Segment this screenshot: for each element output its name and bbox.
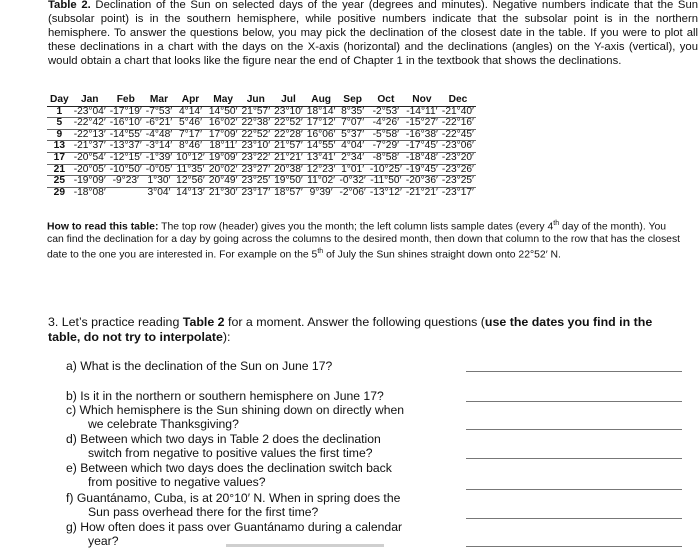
question-f-line2: Sun pass overhead there for the first time? bbox=[88, 505, 319, 519]
table-row bbox=[47, 129, 476, 141]
declination-table bbox=[47, 95, 476, 198]
declination-cell: 18°14′ bbox=[306, 105, 336, 117]
header-month: Nov bbox=[412, 94, 432, 105]
declination-cell: -22°13′ bbox=[73, 128, 106, 140]
declination-cell: -6°21′ bbox=[145, 117, 173, 129]
how-to-read-text-c: of July the Sun shines straight down onto 22°52′ N. bbox=[326, 249, 561, 261]
header-month: Feb bbox=[116, 94, 135, 105]
declination-cell: -16°38′ bbox=[405, 128, 438, 140]
declination-cell: -10°50′ bbox=[109, 163, 142, 175]
declination-cell: 17°12′ bbox=[306, 117, 336, 129]
row-day: 9 bbox=[56, 128, 63, 140]
declination-cell: 5°46′ bbox=[179, 117, 202, 129]
declination-cell: -5°58′ bbox=[372, 128, 400, 140]
declination-cell: 5°37′ bbox=[341, 128, 365, 140]
how-to-read-note bbox=[47, 218, 685, 262]
declination-cell: 21°21′ bbox=[274, 151, 303, 163]
header-month: May bbox=[213, 94, 234, 105]
declination-cell: -19°45′ bbox=[405, 163, 438, 175]
question-g-line1: g) How often does it pass over Guantánamo during a calendar bbox=[66, 520, 403, 534]
declination-cell: -7°53′ bbox=[145, 105, 173, 117]
question-f-line1: f) Guantánamo, Cuba, is at 20°10′ N. When in spring does the bbox=[66, 491, 401, 505]
how-to-read-text-a: The top row (header) gives you the month; the left column lists sample dates (every 4 bbox=[161, 221, 554, 233]
declination-cell: 21°30′ bbox=[208, 186, 238, 198]
table-caption-title: Table 2. bbox=[48, 0, 91, 11]
declination-cell: -17°19′ bbox=[109, 105, 142, 117]
declination-cell: 8°46′ bbox=[179, 140, 202, 152]
declination-cell: -15°27′ bbox=[405, 117, 438, 129]
declination-cell: 23°25′ bbox=[241, 175, 271, 187]
declination-cell: -1°39′ bbox=[145, 151, 173, 163]
declination-cell: -21°40′ bbox=[441, 105, 474, 117]
declination-cell: -9°23′ bbox=[112, 175, 139, 187]
declination-cell: -14°55′ bbox=[109, 128, 142, 140]
question-c-line2: we celebrate Thanksgiving? bbox=[88, 417, 239, 431]
declination-cell: 14°13′ bbox=[176, 186, 205, 198]
declination-cell: 3°04′ bbox=[147, 186, 171, 198]
header-month: Jun bbox=[246, 94, 265, 105]
how-to-read-title: How to read this table: bbox=[47, 221, 159, 233]
answer-line-f[interactable] bbox=[466, 518, 682, 519]
header-month: Oct bbox=[377, 94, 395, 105]
declination-cell: 4°04′ bbox=[341, 140, 365, 152]
declination-cell: -21°21′ bbox=[405, 186, 438, 198]
declination-cell: 11°35′ bbox=[176, 163, 205, 175]
declination-cell: -18°48′ bbox=[405, 151, 438, 163]
declination-cell: 4°14′ bbox=[179, 105, 202, 117]
declination-cell: -18°08′ bbox=[73, 186, 106, 198]
declination-cell: -19°09′ bbox=[73, 175, 106, 187]
table-row bbox=[47, 141, 476, 153]
declination-cell: 20°02′ bbox=[208, 163, 238, 175]
declination-cell: 12°56′ bbox=[176, 175, 205, 187]
header-month: Sep bbox=[343, 94, 362, 105]
declination-cell: 18°11′ bbox=[209, 140, 238, 152]
declination-cell: 2°34′ bbox=[341, 151, 365, 163]
declination-cell: 21°57′ bbox=[274, 140, 303, 152]
declination-cell: -17°45′ bbox=[405, 140, 438, 152]
scroll-indicator bbox=[226, 544, 384, 547]
question-3 bbox=[48, 315, 668, 345]
table-body bbox=[47, 106, 476, 198]
question-a: a) What is the declination of the Sun on June 17? bbox=[66, 359, 333, 373]
table-row bbox=[47, 106, 476, 118]
declination-cell: 11°02′ bbox=[307, 175, 336, 187]
row-day: 1 bbox=[56, 105, 63, 117]
declination-cell: -13°37′ bbox=[109, 140, 142, 152]
question-c-line1: c) Which hemisphere is the Sun shining down on directly when bbox=[66, 403, 405, 417]
header-month: Dec bbox=[448, 94, 468, 105]
declination-cell: -0°32′ bbox=[339, 175, 366, 187]
declination-cell: -22°42′ bbox=[73, 117, 106, 129]
question-b: b) Is it in the northern or southern hemisphere on June 17? bbox=[66, 389, 384, 403]
table-row bbox=[47, 152, 476, 164]
declination-cell: -22°45′ bbox=[441, 128, 474, 140]
declination-cell: -23°17′ bbox=[441, 186, 474, 198]
table-caption bbox=[48, 0, 698, 68]
table-row bbox=[47, 164, 476, 176]
declination-cell: 20°38′ bbox=[274, 163, 303, 175]
declination-cell: -23°04′ bbox=[73, 105, 106, 117]
row-day: 5 bbox=[56, 117, 63, 129]
declination-cell: -4°26′ bbox=[372, 117, 400, 129]
declination-cell: -13°12′ bbox=[369, 186, 402, 198]
row-day: 13 bbox=[53, 140, 66, 152]
answer-line-g[interactable] bbox=[466, 546, 682, 547]
declination-cell: 23°10′ bbox=[241, 140, 271, 152]
declination-cell: -23°25′ bbox=[441, 175, 474, 187]
table-caption-text: Declination of the Sun on selected days of the year (degrees and minutes). Negative numbers indicate that the Sun (subsolar point) is in the southern hemisphere, while positive numbers indicate that the subsolar point is in the northern hemisphere. To answer the questions below, you may pick the declination of the closest date in the table. If you were to plot all these declinations in a chart with the days on the X-axis (horizontal) and the declinations (angles) on the Y-axis (vertical), you would obtain a chart that looks like the figure near the end of Chapter 1 in the textbook that shows the declinations. bbox=[48, 0, 699, 67]
header-day: Day bbox=[50, 94, 69, 105]
declination-cell: 1°30′ bbox=[147, 175, 171, 187]
declination-cell: 14°50′ bbox=[208, 105, 238, 117]
declination-cell: -0°05′ bbox=[145, 163, 173, 175]
q3-middle: for a moment. Answer the following questions ( bbox=[228, 315, 485, 329]
answer-line-c[interactable] bbox=[466, 429, 682, 430]
declination-cell: 22°52′ bbox=[274, 117, 303, 129]
declination-cell: 16°06′ bbox=[306, 128, 336, 140]
declination-cell: -7°29′ bbox=[372, 140, 400, 152]
declination-cell: 14°55′ bbox=[306, 140, 336, 152]
declination-cell: -20°36′ bbox=[405, 175, 438, 187]
ordinal-suffix-2: th bbox=[317, 248, 324, 256]
declination-cell: 23°27′ bbox=[241, 163, 271, 175]
answer-line-b[interactable] bbox=[466, 401, 682, 402]
table-row bbox=[47, 187, 476, 198]
header-month: Jan bbox=[80, 94, 99, 105]
declination-cell: 18°57′ bbox=[274, 186, 303, 198]
declination-cell: 19°09′ bbox=[208, 151, 238, 163]
declination-cell: -23°26′ bbox=[441, 163, 474, 175]
header-month: Jul bbox=[281, 94, 296, 105]
declination-cell: 22°38′ bbox=[241, 117, 271, 129]
declination-cell bbox=[108, 187, 144, 198]
declination-cell: 23°22′ bbox=[241, 151, 271, 163]
declination-cell: 1°01′ bbox=[341, 163, 365, 175]
question-d-line1: d) Between which two days in Table 2 does the declination bbox=[66, 432, 381, 446]
how-to-read-text-b: day of the month). You can find the declination for a day by going across the columns to the desired month, then down that column to the row that has the closest date to the one you are interested in. For example on the 5 bbox=[47, 221, 681, 261]
table-row bbox=[47, 176, 476, 188]
declination-cell: 19°50′ bbox=[274, 175, 303, 187]
answer-line-a[interactable] bbox=[466, 371, 682, 372]
declination-cell: -3°14′ bbox=[145, 140, 173, 152]
q3-prefix: 3. Let’s practice reading bbox=[48, 315, 180, 329]
declination-cell: 8°35′ bbox=[341, 105, 365, 117]
answer-line-e[interactable] bbox=[466, 489, 682, 490]
declination-cell: 17°09′ bbox=[208, 128, 238, 140]
declination-cell: 22°52′ bbox=[241, 128, 271, 140]
declination-cell: 23°10′ bbox=[274, 105, 303, 117]
answer-line-d[interactable] bbox=[466, 458, 682, 459]
header-month: Aug bbox=[311, 94, 332, 105]
declination-cell: -8°58′ bbox=[372, 151, 400, 163]
declination-cell: 22°28′ bbox=[274, 128, 303, 140]
header-month: Apr bbox=[181, 94, 200, 105]
declination-cell: -20°05′ bbox=[73, 163, 106, 175]
declination-cell: -22°16′ bbox=[441, 117, 474, 129]
row-day: 29 bbox=[53, 186, 66, 198]
declination-cell: -2°06′ bbox=[339, 186, 366, 198]
question-g-line2: year? bbox=[88, 534, 119, 548]
declination-cell: -23°20′ bbox=[441, 151, 474, 163]
declination-cell: -21°37′ bbox=[73, 140, 106, 152]
declination-cell: -4°48′ bbox=[145, 128, 173, 140]
q3-table-ref: Table 2 bbox=[182, 315, 225, 329]
question-e-line1: e) Between which two days does the declination switch back bbox=[66, 461, 392, 475]
q3-bold-note: use the dates you find in the table, do not try to interpolate bbox=[48, 315, 653, 344]
row-day: 25 bbox=[53, 175, 66, 187]
declination-cell: -11°50′ bbox=[370, 175, 402, 187]
declination-cell: 12°23′ bbox=[306, 163, 336, 175]
declination-cell: 20°49′ bbox=[208, 175, 238, 187]
q3-suffix: ): bbox=[222, 330, 231, 344]
table-row bbox=[47, 118, 476, 130]
declination-cell: 21°57′ bbox=[241, 105, 271, 117]
declination-cell: 10°12′ bbox=[176, 151, 205, 163]
declination-cell: -12°15′ bbox=[109, 151, 142, 163]
declination-cell: 7°07′ bbox=[341, 117, 365, 129]
declination-cell: 23°17′ bbox=[241, 186, 271, 198]
header-month: Mar bbox=[149, 94, 169, 105]
row-day: 21 bbox=[53, 163, 66, 175]
declination-cell: -23°06′ bbox=[441, 140, 474, 152]
declination-cell: -2°53′ bbox=[372, 105, 400, 117]
declination-cell: -20°54′ bbox=[73, 151, 106, 163]
ordinal-suffix: th bbox=[553, 220, 560, 227]
declination-cell: -16°10′ bbox=[109, 117, 142, 129]
row-day: 17 bbox=[53, 151, 66, 163]
declination-cell: -10°25′ bbox=[369, 163, 402, 175]
question-d-line2: switch from negative to positive values the first time? bbox=[88, 446, 373, 460]
declination-cell: 16°02′ bbox=[208, 117, 238, 129]
question-e-line2: from positive to negative values? bbox=[88, 475, 266, 489]
declination-cell: 7°17′ bbox=[179, 128, 202, 140]
declination-cell: -14°11′ bbox=[406, 105, 438, 117]
declination-cell: 9°39′ bbox=[309, 186, 333, 198]
table-header-row bbox=[47, 95, 476, 106]
declination-cell: 13°41′ bbox=[306, 151, 336, 163]
